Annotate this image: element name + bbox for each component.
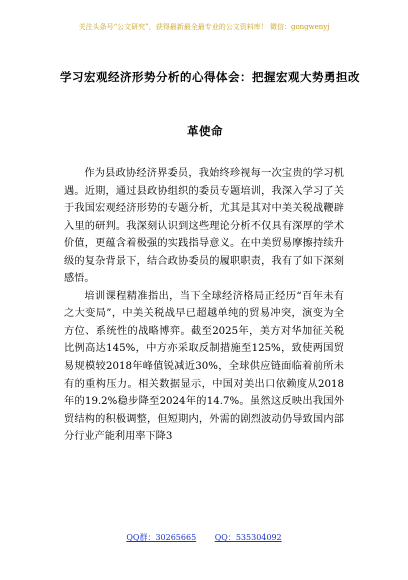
- body-paragraph-1: 作为县政协经济界委员，我始终珍视每一次宝贵的学习机遇。近期，通过县政协组织的委员专题培训，我深入学习了关于我国宏观经济形势的专题分析，尤其是其对中美关税战鞭辟入里的研判。我深刻认识到这些理论分析不仅具有深厚的学术价值，更蕴含着极强的实践指导意义。在中美贸易摩擦持续升级的复杂背景下，结合政协委员的履职职责，我有了如下深刻感悟。: [64, 168, 344, 285]
- document-body: [64, 165, 344, 446]
- qq-group-link[interactable]: QQ群：30265665: [126, 533, 197, 542]
- body-paragraph-2: 培训课程精准指出，当下全球经济格局正经历“百年未有之大变局”，中美关税战早已超越单纯的贸易冲突，演变为全方位、系统性的战略博弈。截至2025年，美方对华加征关税比例高达145%，中方亦采取反制措施至125%，致使两国贸易规模较2018年峰值锐减近30%，全球供应链面临着前所未有的重构压力。相关数据显示，中国对美出口依赖度从2018年的19.2%稳步降至2024年的14.7%。虽然这反映出我国外贸结构的积极调整，但短期内，外需的剧烈波动仍导致国内部分行业产能利用率下降3: [64, 290, 344, 443]
- header-banner: 关注头条号“公文研究”，获得最新最全最专业的公文资料库！ 微信：gongwenyj: [78, 23, 330, 31]
- footer: [0, 532, 408, 543]
- qq-contact-link[interactable]: QQ：535304092: [214, 533, 282, 542]
- document-title-line-1: 学习宏观经济形势分析的心得体会：把握宏观大势勇担改: [60, 70, 360, 84]
- document-title-line-2: 革使命: [187, 124, 223, 138]
